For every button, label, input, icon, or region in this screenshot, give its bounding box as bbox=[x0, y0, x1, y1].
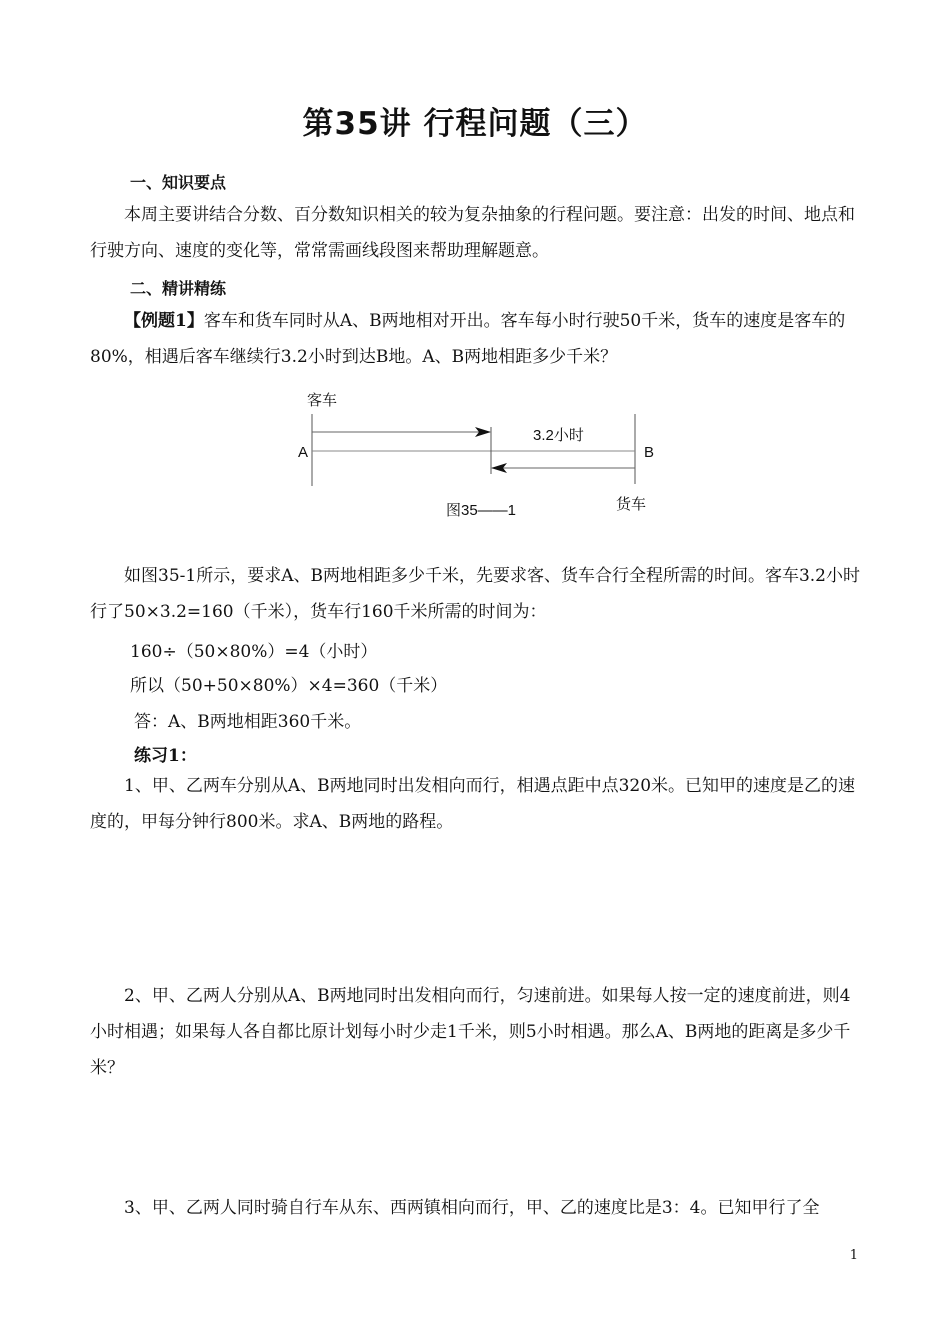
example-text: 客车和货车同时从A、B两地相对开出。客车每小时行驶50千米，货车的速度是客车的80%，相遇后客车继续行3.2小时到达B地。A、B两地相距多少千米？ bbox=[90, 311, 846, 367]
solution-step-2: 所以（50+50×80%）×4=360（千米） bbox=[130, 676, 448, 696]
diagram-caption: 图35——1 bbox=[446, 502, 517, 519]
knowledge-paragraph: 本周主要讲结合分数、百分数知识相关的较为复杂抽象的行程问题。要注意：出发的时间、地点和行驶方向、速度的变化等，常常需画线段图来帮助理解题意。 bbox=[90, 205, 855, 261]
diagram-label-time: 3.2小时 bbox=[533, 427, 584, 444]
practice-question-3: 3、甲、乙两人同时骑自行车从东、西两镇相向而行，甲、乙的速度比是3：4。已知甲行了全 bbox=[124, 1198, 820, 1218]
solution-step-1: 160÷（50×80%）=4（小时） bbox=[130, 642, 378, 662]
example-1-paragraph bbox=[90, 303, 865, 375]
practice-label: 练习1： bbox=[134, 746, 197, 766]
example-label: 【例题1】 bbox=[124, 311, 204, 331]
page-number: 1 bbox=[849, 1248, 858, 1263]
diagram-35-1 bbox=[280, 382, 680, 527]
solution-paragraph: 如图35-1所示，要求A、B两地相距多少千米，先要求客、货车合行全程所需的时间。客车3.2小时行了50×3.2=160（千米），货车行160千米所需的时间为： bbox=[90, 566, 860, 622]
practice-question-2: 2、甲、乙两人分别从A、B两地同时出发相向而行，匀速前进。如果每人按一定的速度前进，则4小时相遇；如果每人各自都比原计划每小时少走1千米，则5小时相遇。那么A、B两地的距离是多少千米？ bbox=[90, 986, 851, 1078]
diagram-label-b: B bbox=[644, 444, 655, 461]
section-heading-practice: 二、精讲精练 bbox=[130, 279, 227, 298]
practice-question-1: 1、甲、乙两车分别从A、B两地同时出发相向而行，相遇点距中点320米。已知甲的速度是乙的速度的，甲每分钟行800米。求A、B两地的路程。 bbox=[90, 776, 856, 832]
diagram-label-bus: 客车 bbox=[307, 392, 338, 409]
page-title: 第35讲 行程问题（三） bbox=[302, 106, 648, 142]
section-heading-knowledge: 一、知识要点 bbox=[130, 173, 227, 192]
diagram-label-truck: 货车 bbox=[616, 496, 647, 513]
solution-answer: 答：A、B两地相距360千米。 bbox=[134, 712, 362, 732]
diagram-label-a: A bbox=[298, 444, 309, 461]
